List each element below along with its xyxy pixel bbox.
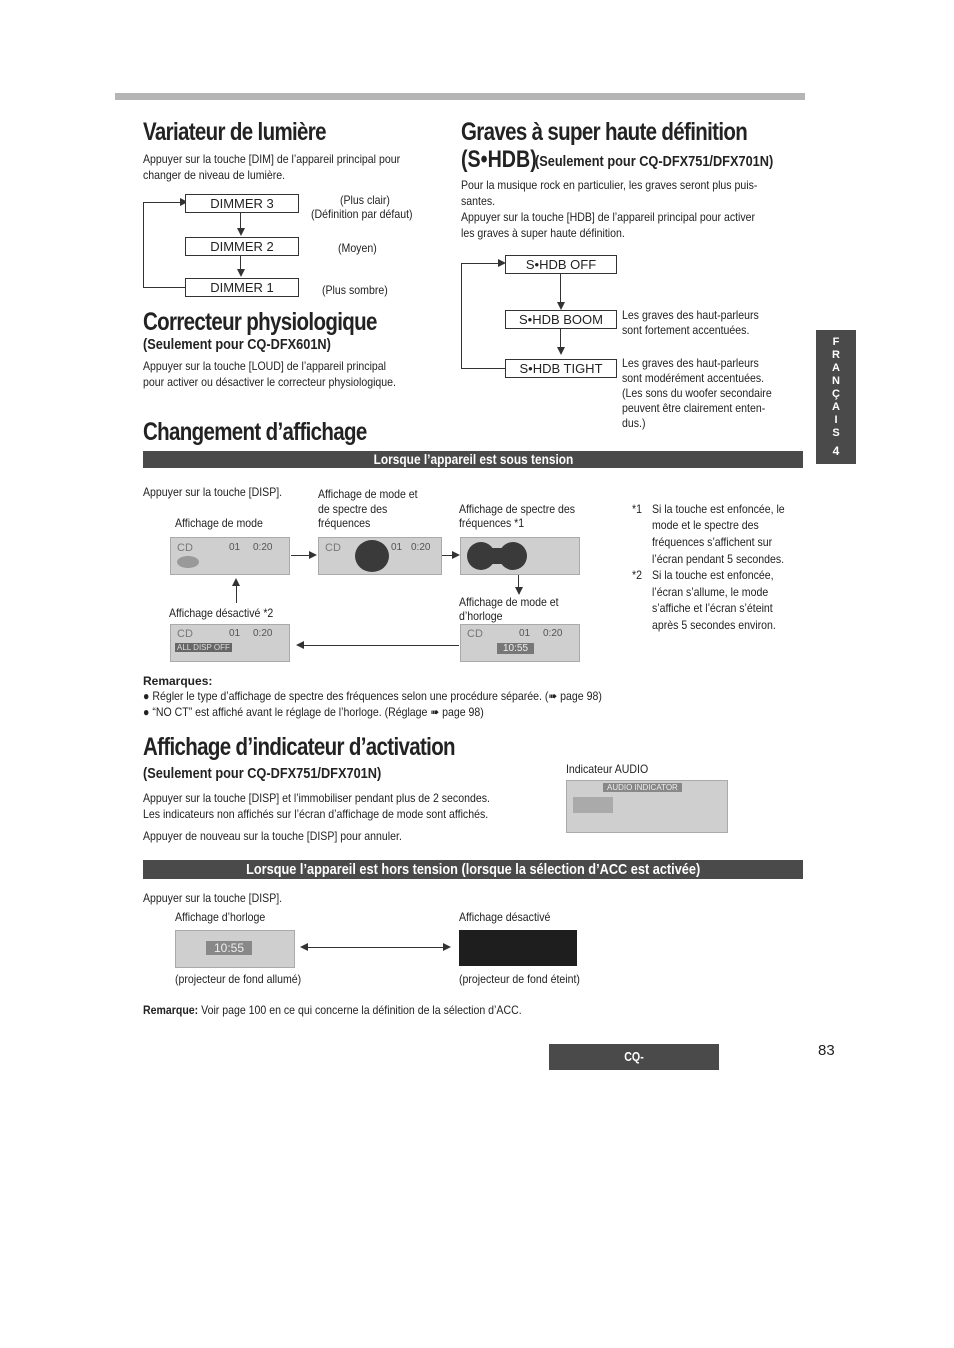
flow-line [303,645,459,646]
dimmer-box-1: DIMMER 1 [185,278,299,297]
label-desactive-off: Affichage désactivé [459,910,551,924]
label-mode-spectre-1: Affichage de mode et [318,487,418,501]
note-mark-1: *1 [632,502,642,516]
shdb-box-boom: S•HDB BOOM [505,310,617,329]
dimmer-note-default: (Définition par défaut) [311,207,413,221]
lcd-mode [170,537,290,575]
dimmer-loop-line [143,287,185,288]
lcd-time: 0:20 [411,542,431,553]
lcd-cd-label: CD [177,628,193,640]
shdb-text-4: les graves à super haute définition. [461,226,625,240]
shdb-loop-line [461,263,462,368]
page-number: 83 [818,1042,835,1059]
note-2-line: s’affiche et l’écran s’éteint [652,601,773,615]
note-2-line: après 5 secondes environ. [652,618,776,632]
lcd-horloge [175,930,295,968]
dimmer-text-2: changer de niveau de lumière. [143,168,286,182]
shdb-tight-desc-2: sont modérément accentuées. [622,371,765,385]
side-tab-number: 4 [832,444,840,458]
lcd-track: 01 [229,542,241,553]
remarque-acc-label: Remarque: [143,1003,199,1017]
arrow-down-icon [557,302,565,310]
model-footer-text: CQ-DFX751/DFX701/DFX601N [568,1049,700,1090]
lcd-clock: 10:55 [497,643,534,654]
lcd-time: 0:20 [253,542,273,553]
arrow-down-icon [237,228,245,236]
dimmer-loop-line [143,202,183,203]
banner-sous-tension [143,451,803,468]
remarques-title: Remarques: [143,674,213,688]
note-1-line: l’écran pendant 5 secondes. [652,552,785,566]
note-2-line: Si la touche est enfoncée, [652,568,774,582]
banner-hors-tension [143,860,803,879]
arrow-right-icon [443,943,451,951]
note-2-line: l’écran s’allume, le mode [652,585,769,599]
lcd-dark-off [459,930,577,966]
flow-line [236,585,237,603]
side-tab-letter: I [834,414,838,426]
remarque-item-text: “NO CT” est affiché avant le réglage de l’horloge. (Réglage ➠ page 98) [152,705,484,719]
shdb-box-tight: S•HDB TIGHT [505,359,617,378]
lcd-track: 01 [229,628,241,639]
dimmer-box-2: DIMMER 2 [185,237,299,256]
remarque-item: ● Régler le type d’affichage de spectre des fréquences selon une procédure séparée. (➠ page 98) [143,689,602,703]
remarque-item: ● “NO CT” est affiché avant le réglage de l’horloge. (Réglage ➠ page 98) [143,705,484,719]
indicateur-title: Affichage d’indicateur d’activation [143,733,455,761]
banner-hors-tension-text: Lorsque l’appareil est hors tension (lorsque la sélection d’ACC est activée) [245,861,701,878]
label-horloge-2: d’horloge [459,609,503,623]
indicateur-text-3: Appuyer de nouveau sur la touche [DISP] pour annuler. [143,829,402,843]
note-mark-2: *2 [632,568,642,582]
dimmer-note-dark: (Plus sombre) [322,283,388,297]
dimmer-box-3: DIMMER 3 [185,194,299,213]
indicateur-text-2: Les indicateurs non affichés sur l’écran d’affichage de mode sont affichés. [143,807,489,821]
note-1-line: mode et le spectre des [652,518,759,532]
flow-line [291,555,311,556]
lcd-time: 0:20 [543,628,563,639]
note-1-line: fréquences s’affichent sur [652,535,773,549]
label-desactive: Affichage désactivé *2 [169,606,274,620]
top-rule [115,93,805,100]
dimmer-title: Variateur de lumière [143,118,326,146]
arrow-down-icon [557,347,565,355]
hors-tension-press: Appuyer sur la touche [DISP]. [143,891,283,905]
banner-sous-tension-text: Lorsque l’appareil est sous tension [373,451,573,467]
lcd-audio-indicator-text: AUDIO INDICATOR [603,783,682,792]
correcteur-subtitle: (Seulement pour CQ-DFX601N) [143,337,331,353]
remarque-item-text: Régler le type d’affichage de spectre des fréquences selon une procédure séparée. (➠ page 98) [152,689,602,703]
caption-backlight-off: (projecteur de fond éteint) [459,972,580,986]
dimmer-loop-line [143,202,144,287]
shdb-boom-desc-2: sont fortement accentuées. [622,323,750,337]
lcd-cd-label: CD [467,628,483,640]
label-mode-spectre-3: fréquences [318,516,371,530]
side-tab-letter: N [832,375,840,387]
shdb-loop-line [461,263,503,264]
side-tab-letter: A [832,401,840,413]
spectrum-blob-icon [355,540,389,572]
shdb-text-2: santes. [461,194,496,208]
affichage-press: Appuyer sur la touche [DISP]. [143,485,283,499]
shdb-title-abbrev: (S•HDB) [461,146,537,173]
audio-indicator-label: Indicateur AUDIO [566,762,649,776]
shdb-text-1: Pour la musique rock en particulier, les graves seront plus puis- [461,178,758,192]
dimmer-text-1: Appuyer sur la touche [DIM] de l’appareil principal pour [143,152,401,166]
remarque-acc [143,1003,522,1018]
side-tab-letter: A [832,362,840,374]
label-mode: Affichage de mode [175,516,263,530]
side-tab-letter: F [832,336,840,348]
shdb-link-line [560,274,561,304]
label-mode-spectre-2: de spectre des [318,502,388,516]
note-1-line: Si la touche est enfoncée, le [652,502,785,516]
lcd-clock: 10:55 [206,941,252,955]
dimmer-note-medium: (Moyen) [338,241,377,255]
lcd-mode-spectre [318,537,442,575]
arrow-right-icon [452,551,460,559]
lcd-desactive [170,624,290,662]
disc-icon [177,556,199,568]
shdb-text-3: Appuyer sur la touche [HDB] de l’appareil principal pour activer [461,210,756,224]
affichage-title: Changement d’affichage [143,418,367,446]
label-spectre-2: fréquences *1 [459,516,525,530]
lcd-time: 0:20 [253,628,273,639]
lcd-track: 01 [519,628,531,639]
shdb-tight-desc-4: peuvent être clairement enten- [622,401,766,415]
spectrum-blob-icon [499,542,527,570]
model-footer [549,1044,719,1090]
arrow-down-icon [237,269,245,277]
lcd-track: 01 [391,542,403,553]
arrow-right-icon [309,551,317,559]
label-spectre-1: Affichage de spectre des [459,502,576,516]
side-tab-letter: S [832,427,840,439]
shdb-boom-desc-1: Les graves des haut-parleurs [622,308,759,322]
dimmer-note-bright: (Plus clair) [340,193,390,207]
shdb-tight-desc-1: Les graves des haut-parleurs [622,356,759,370]
flow-line [307,947,443,948]
side-tab-letter: R [832,349,840,361]
shdb-tight-desc-3: (Les sons du woofer secondaire [622,386,772,400]
label-horloge-1: Affichage de mode et [459,595,559,609]
shdb-loop-line [461,368,505,369]
remarque-acc-text: Voir page 100 en ce qui concerne la définition de la sélection d’ACC. [201,1003,522,1017]
indicateur-subtitle: (Seulement pour CQ-DFX751/DFX701N) [143,766,382,782]
indicateur-text-1: Appuyer sur la touche [DISP] et l’immobiliser pendant plus de 2 secondes. [143,791,490,805]
correcteur-text-1: Appuyer sur la touche [LOUD] de l’appareil principal [143,359,387,373]
shdb-tight-desc-5: dus.) [622,416,646,430]
caption-backlight-on: (projecteur de fond allumé) [175,972,302,986]
lcd-audio-indicator [566,780,728,833]
shdb-title: Graves à super haute définition [461,118,748,146]
lcd-spectre [460,537,580,575]
correcteur-text-2: pour activer ou désactiver le correcteur physiologique. [143,375,396,389]
lcd-all-disp-off: ALL DISP OFF [177,643,230,652]
lcd-cd-label: CD [177,542,193,554]
correcteur-title: Correcteur physiologique [143,308,377,336]
language-side-tab [816,330,856,464]
arrow-down-icon [515,587,523,595]
shdb-title-suffix: (Seulement pour CQ-DFX751/DFX701N) [535,154,774,170]
shdb-link-line [560,329,561,349]
indicator-icons [573,797,613,813]
lcd-mode-horloge [460,624,580,662]
label-horloge: Affichage d’horloge [175,910,266,924]
shdb-box-off: S•HDB OFF [505,255,617,274]
side-tab-letter: Ç [832,388,840,400]
lcd-cd-label: CD [325,542,341,554]
